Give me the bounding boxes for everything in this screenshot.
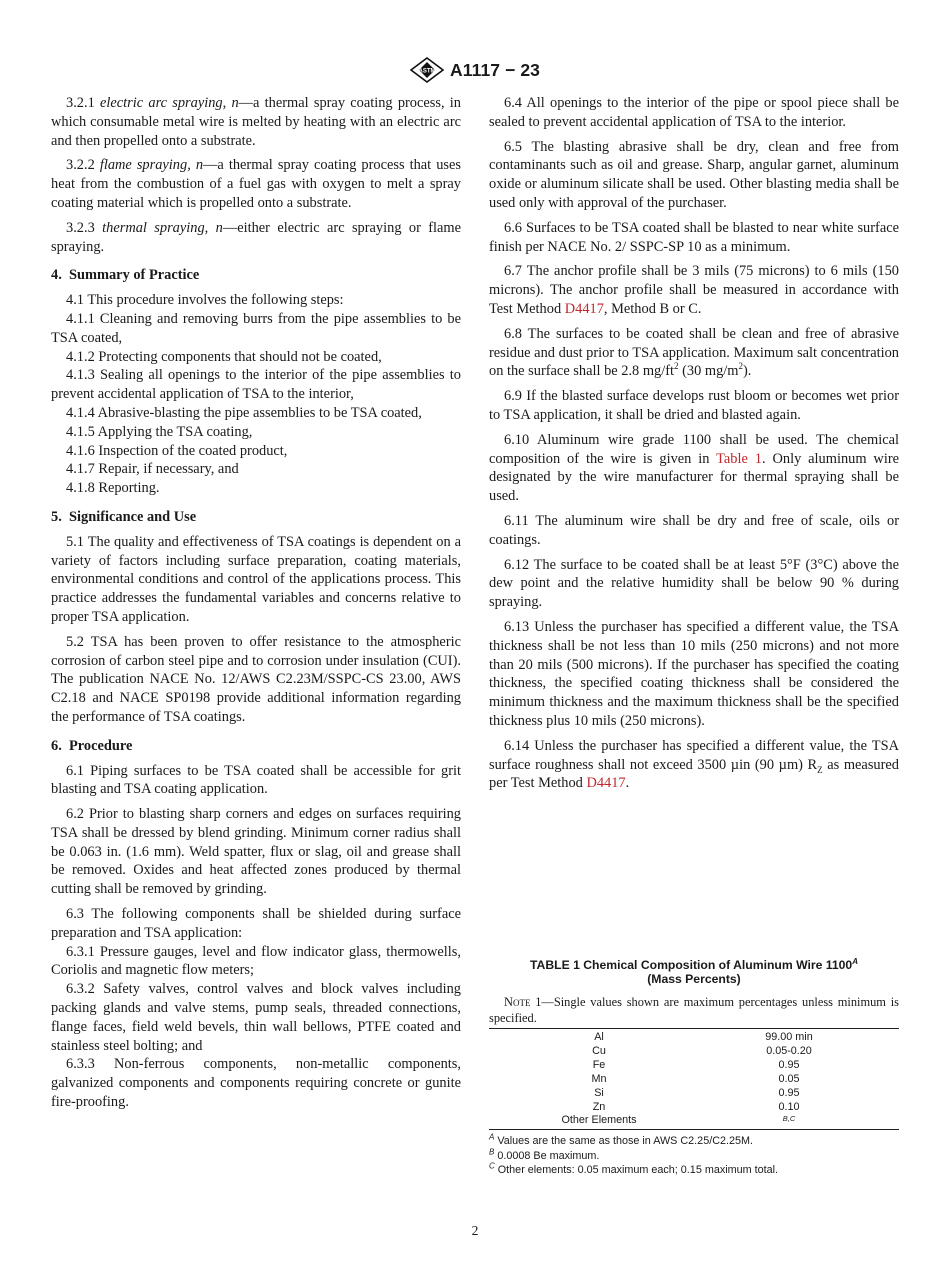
document-id: A1117 − 23 [449,59,541,80]
paragraph-6-3-1: 6.3.1 Pressure gauges, level and flow indicator glass, thermowells, Coriolis and magnetic flow meters; [51,943,461,979]
left-column [51,94,461,1112]
section-heading-5: 5. Significance and Use [51,508,197,525]
paragraph-6-9: 6.9 If the blasted surface develops rust bloom or becomes wet prior to TSA application, it shall be dried and blasted again. [489,388,899,423]
table-1 [489,958,899,1177]
step-item: 4.1.4 Abrasive-blasting the pipe assemblies to be TSA coated, [66,404,422,421]
composition-table [489,1028,899,1130]
table-note: Note 1—Single values shown are maximum percentages unless minimum is specified. [489,995,899,1025]
step-item: 4.1.1 Cleaning and removing burrs from the pipe assemblies to be TSA coated, [51,310,461,346]
step-item: 4.1.6 Inspection of the coated product, [66,442,288,459]
table-1-link[interactable]: Table 1 [716,450,762,467]
footnote: $^C$ Other elements: 0.05 maximum each; 0.15 maximum total. [489,1161,779,1176]
paragraph-6-3-2: 6.3.2 Safety valves, control valves and block valves including packing glands and valve stems, pump seals, threaded connections, flange faces, field weld bevels, thin wall bellows, PTFE coated and stainless steel bolting; and [51,981,461,1054]
paragraph-6-14: 6.14 Unless the purchaser has specified a different value, the TSA surface roughness shall not exceed 3500 µin (90 µm) $R_Z$ as measured per Test Method D4417. [489,737,899,792]
table-row: Cu 0.05-0.20 [592,1044,812,1057]
step-item: 4.1.2 Protecting components that should not be coated, [66,348,382,365]
paragraph-4-1: 4.1 This procedure involves the following steps: [66,292,344,309]
d4417-link[interactable]: D4417 [586,775,626,792]
step-item: 4.1.3 Sealing all openings to the interior of the pipe assemblies to prevent accidental application of TSA to the interior, [51,367,461,403]
paragraph-6-4: 6.4 All openings to the interior of the pipe or spool piece shall be sealed to prevent accidental application of TSA to the interior. [489,95,899,130]
definition-3-2-1: 3.2.1 electric arc spraying, n—a thermal spray coating process, in which consumable metal wire is melted by heating with an electric arc and then propelled onto a substrate. [51,95,461,149]
definition-3-2-3: 3.2.3 thermal spraying, n—either electric arc spraying or flame spraying. [51,219,461,255]
table-row: Other Elements $^{B,C}$ [561,1114,796,1127]
footnote: $^B$ 0.0008 Be maximum. [489,1146,600,1162]
table-row: Fe 0.95 [592,1058,800,1071]
astm-logo-icon [410,57,444,83]
table-row: Al 99.00 min [594,1031,813,1043]
paragraph-6-12: 6.12 The surface to be coated shall be at least 5°F (3°C) above the dew point and the relative humidity shall be below 90 % during spraying. [489,556,899,611]
paragraph-5-1: 5.1 The quality and effectiveness of TSA coatings is dependent on a variety of factors including surface preparation, coating materials, environmental conditions and control of the applications process. This practice addresses the fundamental variables and concerns relative to proper TSA application. [51,533,461,625]
page-header [0,57,950,83]
paragraph-6-2: 6.2 Prior to blasting sharp corners and edges on surfaces requiring TSA shall be dressed by blend grinding. Minimum corner radius shall be 0.063 in. (1.6 mm). Weld spatter, flux or slag, oil and grease shall be removed. Oxides and heat affected zones produced by thermal cutting shall be removed by grinding. [51,806,461,898]
table-footnotes [489,1134,899,1177]
table-title: TABLE 1 Chemical Composition of Aluminum Wire 1100$^A$ (Mass Percents) [529,956,858,986]
page-number: 2 [471,1223,479,1238]
table-row: Si 0.95 [594,1086,800,1099]
paragraph-6-3: 6.3 The following components shall be shielded during surface preparation and TSA application: [51,906,461,941]
paragraph-6-13: 6.13 Unless the purchaser has specified a different value, the TSA thickness shall be not less than 10 mils (250 microns) and not more than 20 mils (500 microns). If the purchaser has specified the coating thickness, the specified coating thickness shall be considered the minimum thickness and the maximum thickness shall be the specified thickness plus 10 mils (250 microns). [489,618,899,729]
d4417-link[interactable]: D4417 [564,300,604,317]
paragraph-6-1: 6.1 Piping surfaces to be TSA coated shall be accessible for grit blasting and TSA coating application. [51,762,461,798]
section-heading-6: 6. Procedure [51,737,133,754]
logo-text: ASTM [418,68,436,75]
paragraph-6-6: 6.6 Surfaces to be TSA coated shall be blasted to near white surface finish per NACE No. 2/ SSPC-SP 10 as a minimum. [489,219,899,255]
step-item: 4.1.5 Applying the TSA coating, [66,423,253,440]
paragraph-6-11: 6.11 The aluminum wire shall be dry and free of scale, oils or coatings. [489,512,899,548]
definition-3-2-2: 3.2.2 flame spraying, n—a thermal spray coating process that uses heat from the combustion of a fuel gas with oxygen to melt a spray coating material which is propelled onto a substrate. [51,157,461,211]
step-item: 4.1.8 Reporting. [66,480,160,497]
table-row: Mn 0.05 [591,1072,800,1085]
paragraph-6-3-3: 6.3.3 Non-ferrous components, non-metallic components, galvanized components and components requiring concrete or gunite fire-proofing. [51,1056,461,1111]
paragraph-6-8: 6.8 The surfaces to be coated shall be clean and free of abrasive residue and dust prior to TSA application. Maximum salt concentration on the surface shall be 2.8 $mg/ft^2$ (30 $mg/m^2$). [489,325,899,380]
right-column [489,94,899,799]
paragraph-6-10: 6.10 Aluminum wire grade 1100 shall be used. The chemical composition of the wire is given in Table 1. Only aluminum wire designated by the wire manufacturer for thermal spraying shall be used. [489,431,899,505]
paragraph-5-2: 5.2 TSA has been proven to offer resistance to the atmospheric corrosion of carbon steel pipe and to corrosion under insulation (CUI). The publication NACE No. 12/AWS C2.23M/SSPC-CS 23.00, AWS C2.18 and NACE SP0198 provide additional information regarding the performance of TSA coatings. [51,633,461,725]
footnote: $^A$ Values are the same as those in AWS C2.25/C2.25M. [489,1132,753,1148]
paragraph-6-5: 6.5 The blasting abrasive shall be dry, clean and free from contaminants such as oil and grease. Sharp, angular garnet, aluminum oxide or aluminum silicate shall be used. Other blasting media shall be used only with approval of the purchaser. [489,138,899,211]
section-heading-4: 4. Summary of Practice [51,267,200,284]
paragraph-6-7: 6.7 The anchor profile shall be 3 mils (75 microns) to 6 mils (150 microns). The anchor profile shall be measured in accordance with Test Method D4417, Method B or C. [489,263,899,317]
table-row: Zn 0.10 [592,1100,800,1113]
step-item: 4.1.7 Repair, if necessary, and [66,461,239,478]
